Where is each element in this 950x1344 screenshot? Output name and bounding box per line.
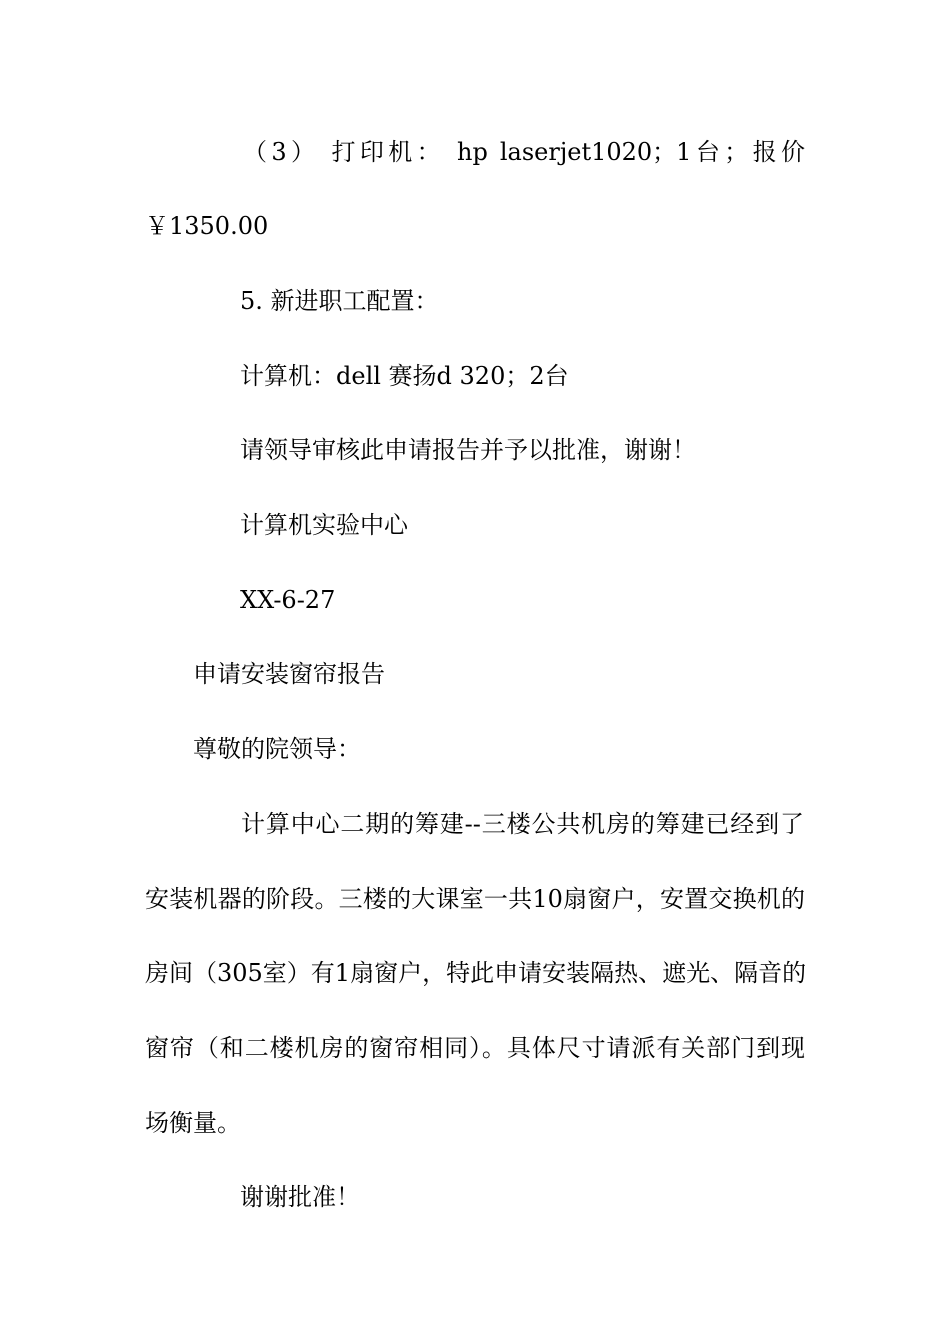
body-line: 窗帘（和二楼机房的窗帘相同）。具体尺寸请派有关部门到现	[145, 1034, 805, 1062]
signature-department: 计算机实验中心	[240, 511, 408, 539]
body-line: 安装机器的阶段。三楼的大课室一共10扇窗户，安置交换机的	[145, 885, 805, 913]
body-line: 房间（305室）有1扇窗户，特此申请安装隔热、遮光、隔音的	[145, 959, 807, 987]
closing: 谢谢批准！	[240, 1183, 360, 1211]
printer-line-part1: （3） 打印机： hp laserjet1020；1台；报价	[243, 138, 805, 166]
signature-date: XX-6-27	[240, 586, 336, 614]
body-line: 场衡量。	[145, 1109, 241, 1137]
new-staff-heading: 5. 新进职工配置：	[240, 287, 439, 315]
body-line: 计算中心二期的筹建--三楼公共机房的筹建已经到了	[241, 810, 804, 838]
computer-line: 计算机：dell 赛扬d 320；2台	[240, 362, 569, 390]
salutation: 尊敬的院领导：	[193, 735, 361, 763]
approval-request: 请领导审核此申请报告并予以批准，谢谢！	[240, 436, 696, 464]
report-title: 申请安装窗帘报告	[193, 660, 385, 688]
printer-line-part2: ￥1350.00	[145, 212, 269, 240]
